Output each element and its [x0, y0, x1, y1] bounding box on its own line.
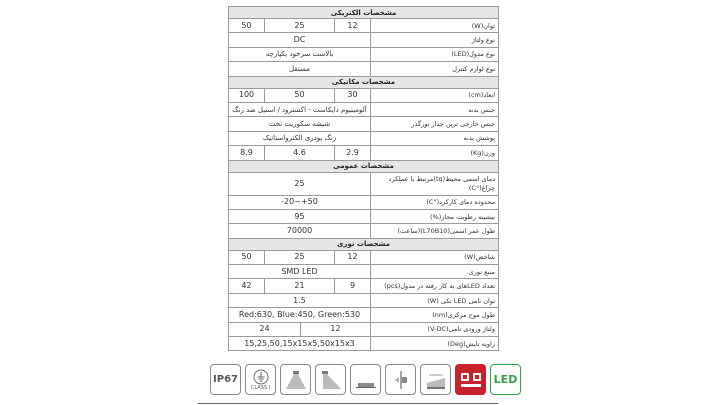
bottom-divider: [198, 403, 498, 404]
ambient-value: 25: [229, 172, 371, 195]
led-module-value: بالاست سرخود یکپارچه: [229, 47, 371, 61]
ip67-icon: [210, 364, 241, 395]
control-label: نوع لوازم کنترل: [371, 62, 499, 76]
row-led-module: [229, 47, 499, 61]
count-label: تعداد LEDهای به کار رفته در مدول(pcs): [371, 279, 499, 293]
row-cover: [229, 117, 499, 131]
cover-label: جنس خارجی ترین جدار نورگذر: [371, 117, 499, 131]
rgb-color-icon: [455, 364, 486, 395]
row-input-voltage: [229, 322, 499, 336]
count-21: 21: [265, 279, 335, 293]
row-humidity: [229, 209, 499, 223]
row-wavelength: [229, 308, 499, 322]
wavelength-value: Red:630, Blue:450, Green:530: [229, 308, 371, 322]
source-value: SMD LED: [229, 265, 371, 279]
body-label: جنس بدنه: [371, 102, 499, 116]
row-ambient: [229, 172, 499, 195]
ip67-label: IP67: [213, 374, 238, 385]
class-one-icon: [245, 364, 276, 395]
row-voltage: [229, 33, 499, 47]
ambient-label: دمای اسمی محیط(tq)مرتبط با عملکرد چراغ(°C): [371, 172, 499, 195]
section-title: مشخصات عمومی: [229, 160, 499, 172]
body-value: آلومینیوم دایکاست - اکسترود / استیل ضد زنگ: [229, 102, 371, 116]
life-label: طول عمر اسمی(L70B10)(ساعت): [371, 224, 499, 238]
feature-icons: [210, 364, 521, 398]
led-module-label: نوع مدول(LED): [371, 47, 499, 61]
weight-2-9: 2.9: [335, 146, 371, 160]
earth-ground-icon: [253, 369, 269, 385]
row-source: [229, 265, 499, 279]
section-title: مشخصات مکانیکی: [229, 76, 499, 88]
count-9: 9: [335, 279, 371, 293]
section-general: [229, 160, 499, 172]
row-dimension: [229, 88, 499, 102]
row-coating: [229, 131, 499, 145]
row-weight: [229, 146, 499, 160]
row-index: [229, 250, 499, 264]
weight-8-9: 8.9: [229, 146, 265, 160]
section-title: مشخصات الکتریکی: [229, 7, 499, 19]
section-mechanical: [229, 76, 499, 88]
life-value: 70000: [229, 224, 371, 238]
voltage-label: نوع ولتاژ: [371, 33, 499, 47]
wall-mount-icon: [385, 364, 416, 395]
led-label: LED: [493, 373, 518, 386]
count-42: 42: [229, 279, 265, 293]
index-50: 50: [229, 250, 265, 264]
row-power: [229, 19, 499, 33]
humidity-label: بیشینه رطوبت مجاز(%): [371, 209, 499, 223]
voltage-value: DC: [229, 33, 371, 47]
led-icon: [490, 364, 521, 395]
symmetric-beam-icon: [280, 364, 311, 395]
row-control: [229, 62, 499, 76]
power-12: 12: [335, 19, 371, 33]
humidity-value: 95: [229, 209, 371, 223]
cover-value: شیشه سکوریت تخت: [229, 117, 371, 131]
index-12: 12: [335, 250, 371, 264]
row-body: [229, 102, 499, 116]
control-value: مستقل: [229, 62, 371, 76]
class-one-label: CLASS I: [250, 384, 271, 391]
asymmetric-beam-icon: [315, 364, 346, 395]
dimension-100: 100: [229, 88, 265, 102]
weight-4-6: 4.6: [265, 146, 335, 160]
input-voltage-12: 12: [301, 322, 371, 336]
dimension-50: 50: [265, 88, 335, 102]
dimension-30: 30: [335, 88, 371, 102]
index-label: شاخص(W): [371, 250, 499, 264]
dimension-label: ابعاد(cm): [371, 88, 499, 102]
power-label: توان(W): [371, 19, 499, 33]
beam-label: زاویه تابش(Deg): [371, 337, 499, 351]
beam-value: 15,25,50,15x15x5,50x15x3: [229, 337, 371, 351]
coating-value: رنگ پودری الکترواستاتیک: [229, 131, 371, 145]
spec-table: [228, 6, 499, 351]
index-25: 25: [265, 250, 335, 264]
wavelength-label: طول موج مرکزی(nm): [371, 308, 499, 322]
section-electrical: [229, 7, 499, 19]
single-power-value: 1.5: [229, 293, 371, 307]
source-label: منبع نوری: [371, 265, 499, 279]
section-optical: [229, 238, 499, 250]
surface-mount-icon: [350, 364, 381, 395]
temp-range-value: -20~+50: [229, 195, 371, 209]
row-single-power: [229, 293, 499, 307]
coating-label: پوشش بدنه: [371, 131, 499, 145]
row-life: [229, 224, 499, 238]
row-temp-range: [229, 195, 499, 209]
temp-range-label: محدوده دمای کارکرد(°C): [371, 195, 499, 209]
single-power-label: توان نامی LED تکی (W): [371, 293, 499, 307]
row-beam: [229, 337, 499, 351]
section-title: مشخصات نوری: [229, 238, 499, 250]
power-50: 50: [229, 19, 265, 33]
row-count: [229, 279, 499, 293]
power-25: 25: [265, 19, 335, 33]
weight-label: وزن(Kg): [371, 146, 499, 160]
input-voltage-label: ولتاژ ورودی نامی(V-DC): [371, 322, 499, 336]
wall-washer-icon: [420, 364, 451, 395]
input-voltage-24: 24: [229, 322, 301, 336]
